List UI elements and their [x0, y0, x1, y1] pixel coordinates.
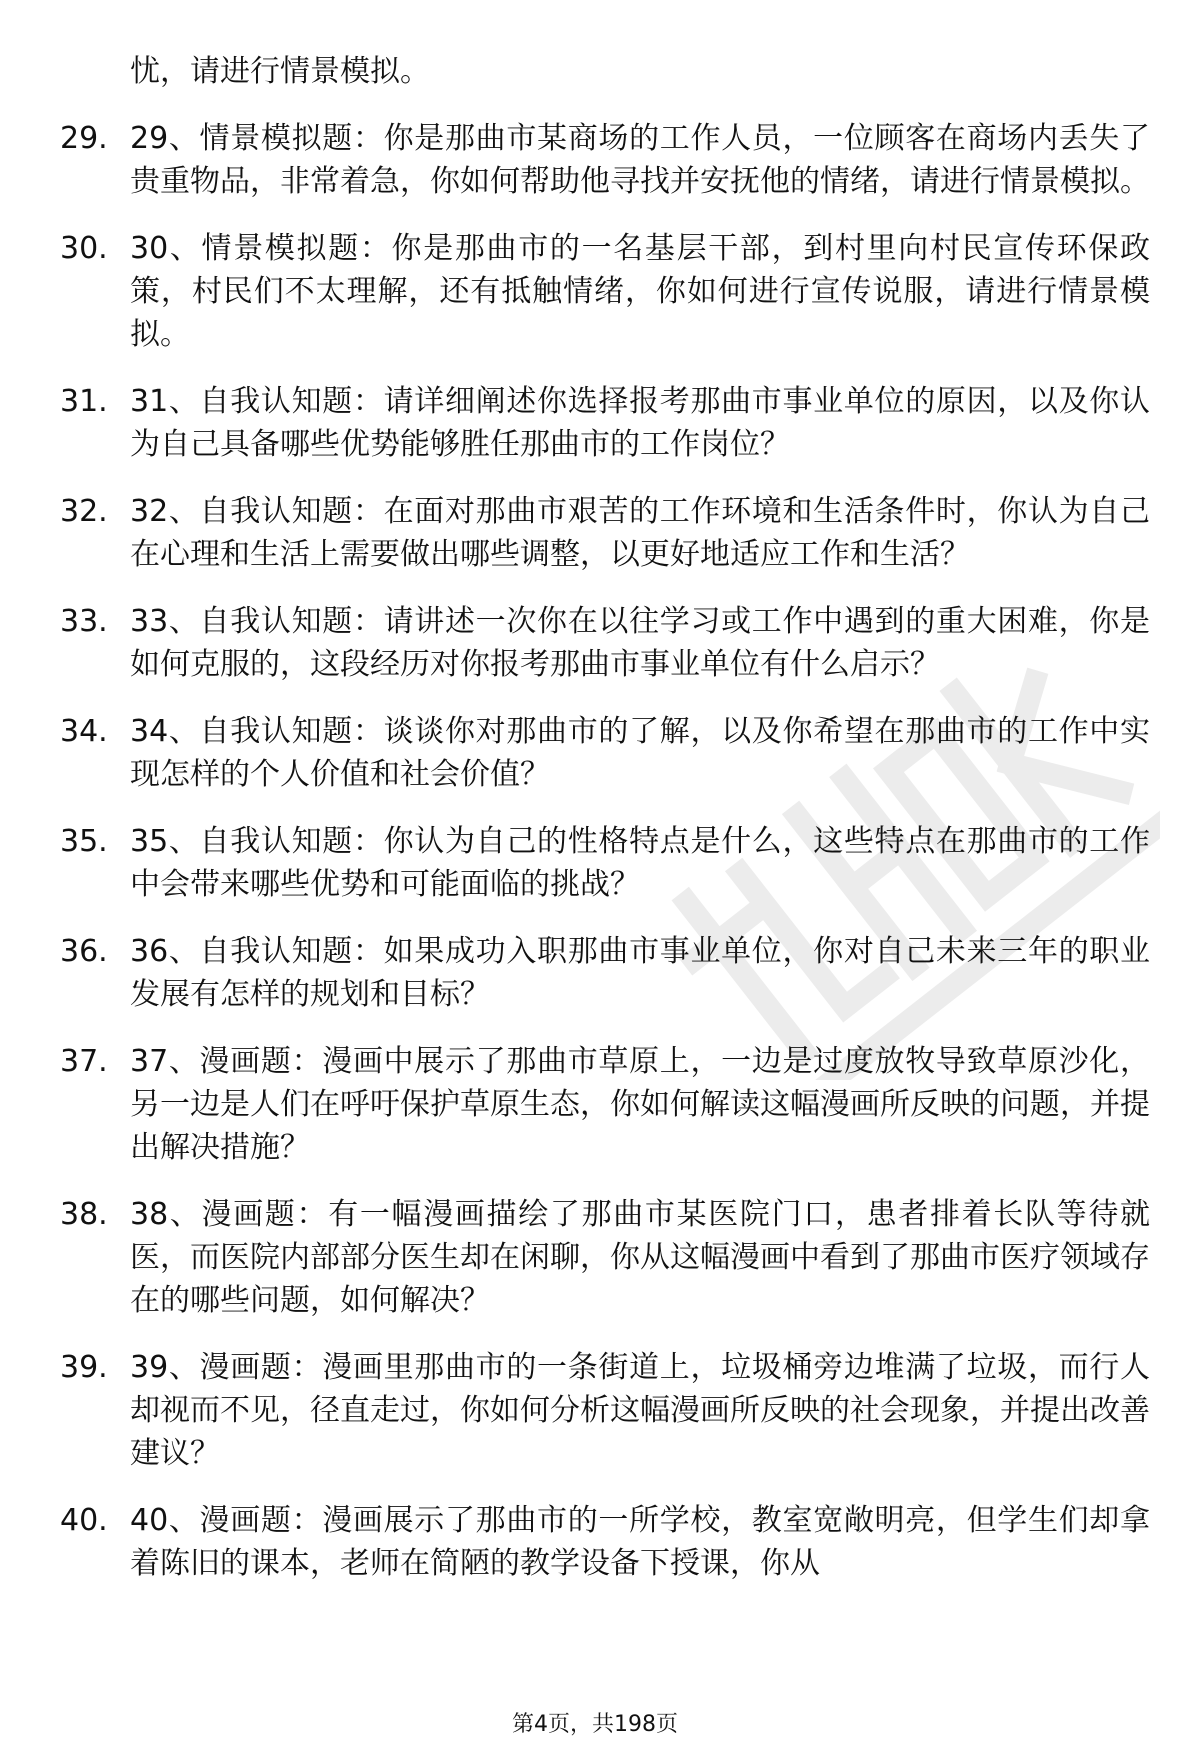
question-text: 39、漫画题：漫画里那曲市的一条街道上，垃圾桶旁边堆满了垃圾，而行人却视而不见，径直走过，你如何分析这幅漫画所反映的社会现象，并提出改善建议？	[130, 1350, 1150, 1471]
question-item	[0, 1193, 1190, 1322]
question-number: 37.	[60, 1044, 108, 1079]
question-number: 39.	[60, 1350, 108, 1385]
question-text: 29、情景模拟题：你是那曲市某商场的工作人员，一位顾客在商场内丢失了贵重物品，非常着急，你如何帮助他寻找并安抚他的情绪，请进行情景模拟。	[130, 121, 1150, 199]
page-footer: 第4页，共198页	[512, 1712, 678, 1737]
question-item	[0, 710, 1190, 796]
question-list	[0, 50, 1190, 1609]
question-text: 33、自我认知题：请讲述一次你在以往学习或工作中遇到的重大困难，你是如何克服的，这段经历对你报考那曲市事业单位有什么启示？	[130, 604, 1150, 682]
question-text: 36、自我认知题：如果成功入职那曲市事业单位，你对自己未来三年的职业发展有怎样的规划和目标？	[130, 934, 1150, 1012]
question-text: 31、自我认知题：请详细阐述你选择报考那曲市事业单位的原因，以及你认为自己具备哪些优势能够胜任那曲市的工作岗位？	[130, 384, 1150, 462]
question-text: 34、自我认知题：谈谈你对那曲市的了解，以及你希望在那曲市的工作中实现怎样的个人价值和社会价值？	[130, 714, 1150, 792]
question-text: 32、自我认知题：在面对那曲市艰苦的工作环境和生活条件时，你认为自己在心理和生活上需要做出哪些调整，以更好地适应工作和生活？	[130, 494, 1150, 572]
question-number: 40.	[60, 1503, 108, 1538]
question-item	[0, 1499, 1190, 1585]
question-item	[0, 820, 1190, 906]
question-text: 38、漫画题：有一幅漫画描绘了那曲市某医院门口，患者排着长队等待就医，而医院内部部分医生却在闲聊，你从这幅漫画中看到了那曲市医疗领域存在的哪些问题，如何解决？	[130, 1197, 1150, 1318]
question-item	[0, 117, 1190, 203]
question-number: 30.	[60, 231, 108, 266]
question-item	[0, 930, 1190, 1016]
question-text: 30、情景模拟题：你是那曲市的一名基层干部，到村里向村民宣传环保政策，村民们不太理解，还有抵触情绪，你如何进行宣传说服，请进行情景模拟。	[130, 231, 1150, 352]
question-text: 40、漫画题：漫画展示了那曲市的一所学校，教室宽敞明亮，但学生们却拿着陈旧的课本，老师在简陋的教学设备下授课，你从	[130, 1503, 1150, 1581]
question-text: 35、自我认知题：你认为自己的性格特点是什么，这些特点在那曲市的工作中会带来哪些优势和可能面临的挑战？	[130, 824, 1150, 902]
question-item	[0, 1346, 1190, 1475]
question-number: 34.	[60, 714, 108, 749]
question-item	[0, 227, 1190, 356]
question-item	[0, 1040, 1190, 1169]
question-number: 29.	[60, 121, 108, 156]
question-number: 31.	[60, 384, 108, 419]
question-number: 32.	[60, 494, 108, 529]
question-number: 38.	[60, 1197, 108, 1232]
question-number: 33.	[60, 604, 108, 639]
question-item	[0, 380, 1190, 466]
question-text: 37、漫画题：漫画中展示了那曲市草原上，一边是过度放牧导致草原沙化，另一边是人们在呼吁保护草原生态，你如何解读这幅漫画所反映的问题，并提出解决措施？	[130, 1044, 1150, 1165]
continuation-text: 忧，请进行情景模拟。	[130, 54, 430, 89]
question-item	[0, 600, 1190, 686]
question-number: 36.	[60, 934, 108, 969]
question-item	[0, 490, 1190, 576]
question-number: 35.	[60, 824, 108, 859]
